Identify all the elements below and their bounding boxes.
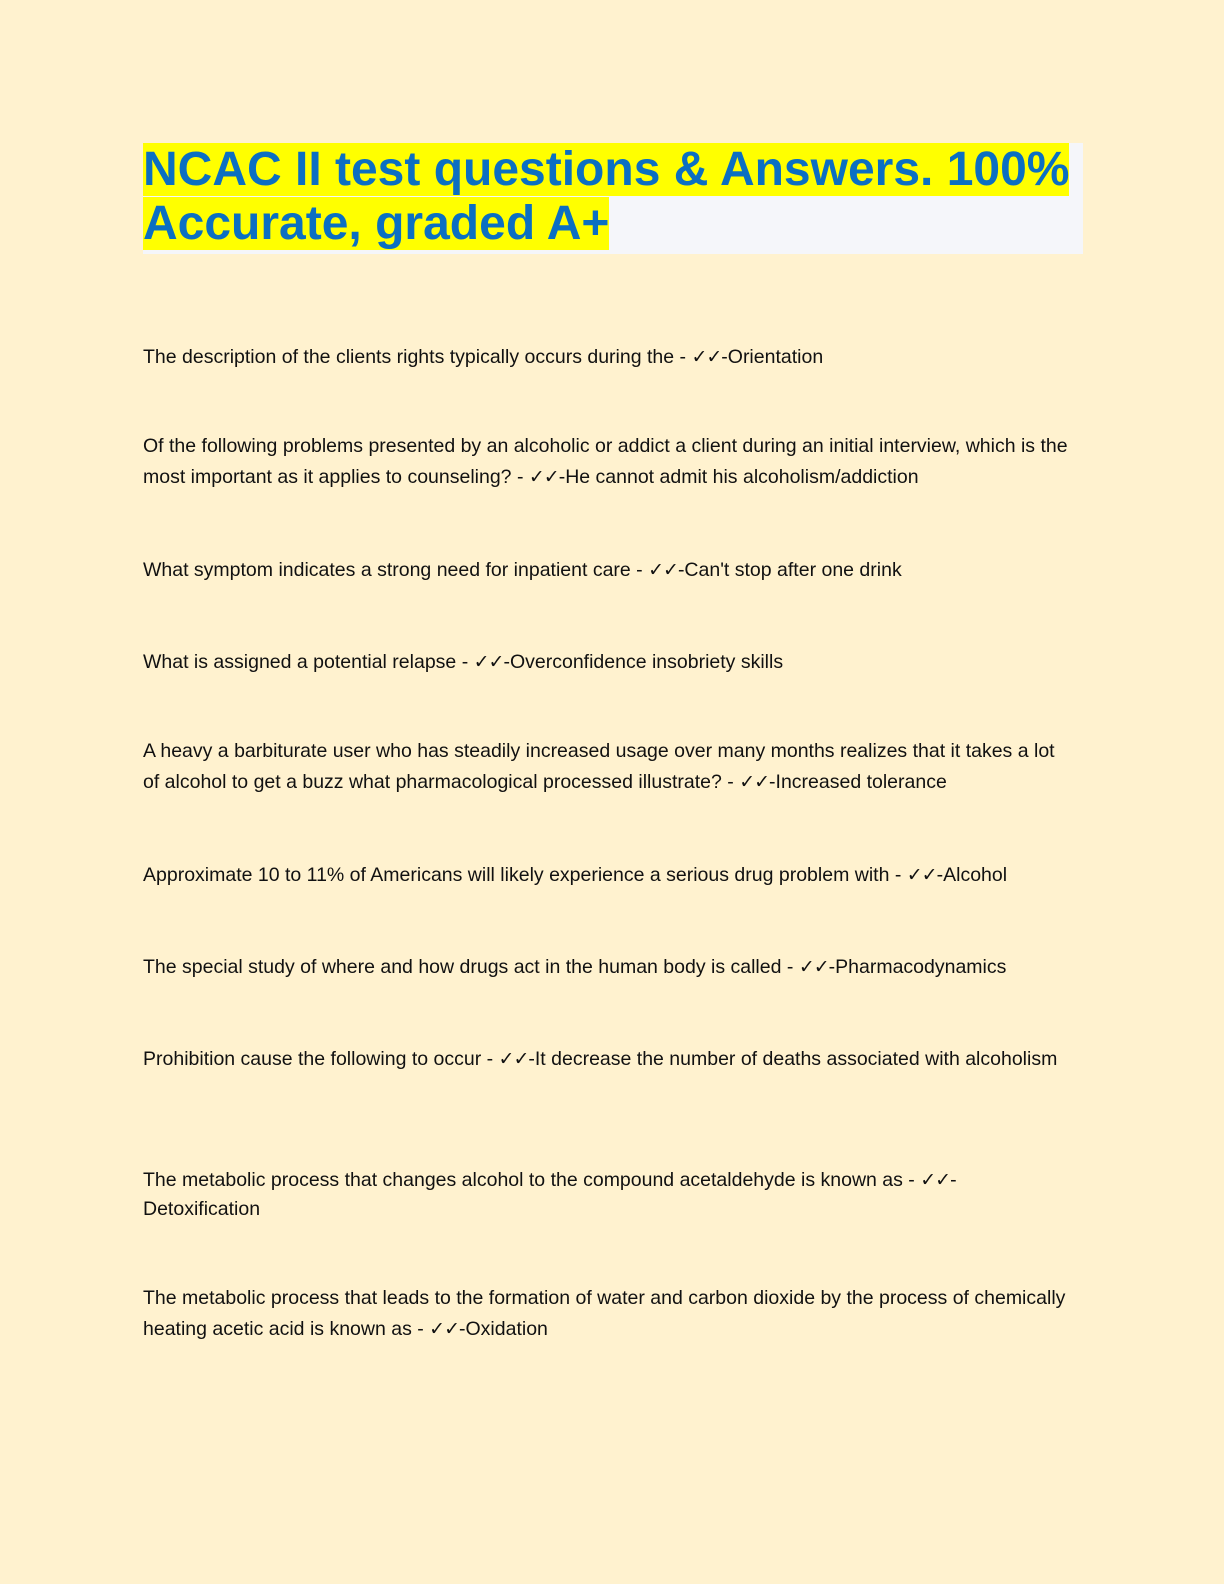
qa-item-4: [143, 647, 1073, 678]
check-mark-icon: ✓✓: [691, 346, 722, 368]
question-text: A heavy a barbiturate user who has steadily increased usage over many months realizes that it takes a lot of alcohol to get a buzz what pharmacological processed illustrate?: [143, 740, 1055, 793]
qa-item-7: [143, 952, 1073, 983]
check-mark-icon: ✓✓: [920, 1169, 951, 1191]
answer-text: -Overconfidence insobriety skills: [503, 651, 784, 673]
check-mark-icon: ✓✓: [528, 466, 559, 488]
question-text: Prohibition cause the following to occur: [143, 1048, 482, 1070]
check-mark-icon: ✓✓: [739, 771, 770, 793]
answer-text: -Oxidation: [459, 1318, 548, 1340]
separator: -: [889, 864, 907, 886]
check-mark-icon: ✓✓: [648, 559, 678, 581]
qa-item-5: [143, 736, 1073, 798]
check-mark-icon: ✓✓: [498, 1048, 529, 1070]
question-text: The metabolic process that leads to the formation of water and carbon dioxide by the process of chemically heating acetic acid is known as: [143, 1287, 1066, 1340]
title-highlight: NCAC II test questions & Answers. 100% Accurate, graded A+: [143, 143, 1070, 250]
check-mark-icon: ✓✓: [798, 956, 829, 978]
answer-text: -It decrease the number of deaths associated with alcoholism: [528, 1048, 1058, 1070]
answer-text: -Orientation: [721, 346, 824, 368]
separator: -: [630, 559, 649, 581]
separator: -: [456, 651, 474, 673]
question-text: Of the following problems presented by an alcoholic or addict a client during an initial interview, which is the most important as it applies to counseling?: [143, 435, 1068, 488]
question-text: What symptom indicates a strong need for inpatient care: [143, 559, 631, 581]
separator: -: [781, 956, 799, 978]
qa-item-9: [143, 1166, 1073, 1224]
separator: -: [411, 1318, 430, 1340]
title-block: [143, 143, 1083, 254]
separator: -: [511, 466, 529, 488]
question-text: The special study of where and how drugs act in the human body is called: [143, 956, 782, 978]
answer-text: -Pharmacodynamics: [828, 956, 1007, 978]
question-text: Approximate 10 to 11% of Americans will likely experience a serious drug problem with: [143, 864, 890, 886]
question-text: The description of the clients rights typically occurs during the: [143, 346, 675, 368]
qa-item-8: [143, 1045, 1073, 1074]
document-title: [143, 143, 1083, 251]
check-mark-icon: ✓✓: [906, 864, 937, 886]
question-text: The metabolic process that changes alcohol to the compound acetaldehyde is known as: [143, 1169, 903, 1191]
separator: -: [674, 346, 692, 368]
answer-text: -He cannot admit his alcoholism/addiction: [558, 466, 919, 488]
qa-item-3: [143, 555, 1073, 586]
qa-item-6: [143, 860, 1073, 891]
check-mark-icon: ✓✓: [429, 1318, 460, 1340]
qa-item-2: [143, 431, 1073, 493]
question-text: What is assigned a potential relapse: [143, 651, 457, 673]
separator: -: [902, 1169, 921, 1191]
qa-item-10: [143, 1283, 1073, 1345]
answer-text: -Increased tolerance: [769, 771, 947, 793]
separator: -: [721, 771, 740, 793]
separator: -: [481, 1048, 499, 1070]
answer-text: -Alcohol: [936, 864, 1008, 886]
qa-item-1: [143, 342, 1073, 373]
answer-text: -Can't stop after one drink: [677, 559, 902, 581]
answer-text: -Detoxification: [143, 1169, 957, 1220]
check-mark-icon: ✓✓: [473, 651, 504, 673]
